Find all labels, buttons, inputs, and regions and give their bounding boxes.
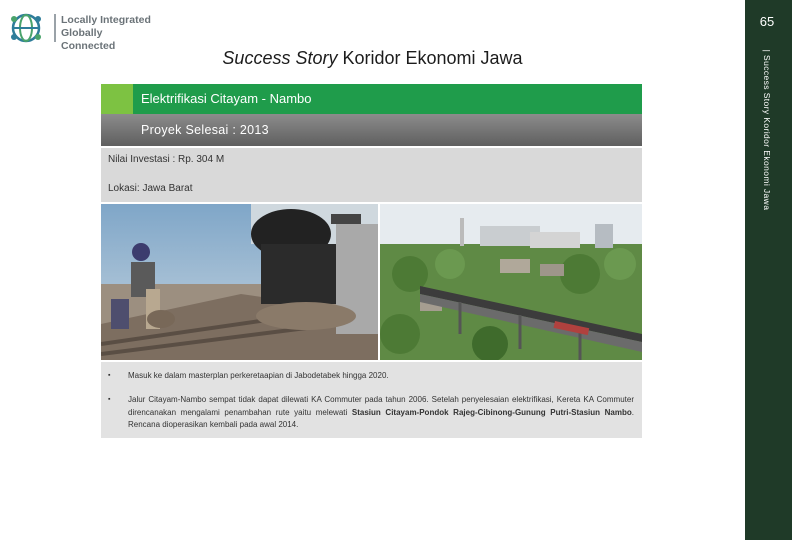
logo	[8, 10, 158, 52]
bullet-text-2-part-1: Jalur Citayam-Nambo sempat tidak dapat dilewati KA Commuter pada tahun 2006. Setelah penyelesaian elektrifikasi, Kereta KA Commuter direncanakan mengalami penambahan rute yaitu melewati	[128, 395, 634, 417]
investment-value: Nilai Investasi : Rp. 304 M	[108, 154, 225, 165]
page-number: 65	[759, 14, 775, 29]
workers-photo	[101, 204, 378, 360]
logo-divider	[54, 14, 56, 42]
bullet-text-2	[128, 394, 634, 432]
railway-bridge-photo	[380, 204, 642, 360]
title-italic: Success Story	[222, 48, 338, 68]
project-status: Proyek Selesai : 2013	[141, 123, 269, 137]
location: Lokasi: Jawa Barat	[108, 183, 193, 194]
project-name-accent	[101, 84, 133, 114]
bullet-marker-2: ▪	[108, 396, 111, 403]
logo-line-1: Locally Integrated	[61, 14, 151, 26]
bullet-text-2-route: Stasiun Citayam-Pondok Rajeg-Cibinong-Gunung Putri-Stasiun Nambo	[351, 407, 632, 417]
bullet-marker-1: ▪	[108, 372, 111, 379]
title-rest: Koridor Ekonomi Jawa	[342, 48, 523, 68]
bullet-text-1: Masuk ke dalam masterplan perkeretaapian di Jabodetabek hingga 2020.	[128, 371, 389, 380]
page-title	[0, 48, 745, 69]
bullet-text-2-part-2: . Rencana dioperasikan kembali pada awal 2014.	[128, 407, 634, 429]
globe-network-icon	[8, 10, 44, 46]
side-title: | Success Story Koridor Ekonomi Jawa	[762, 49, 772, 211]
project-name: Elektrifikasi Citayam - Nambo	[141, 91, 312, 106]
logo-line-2: Globally Connected	[61, 27, 116, 52]
